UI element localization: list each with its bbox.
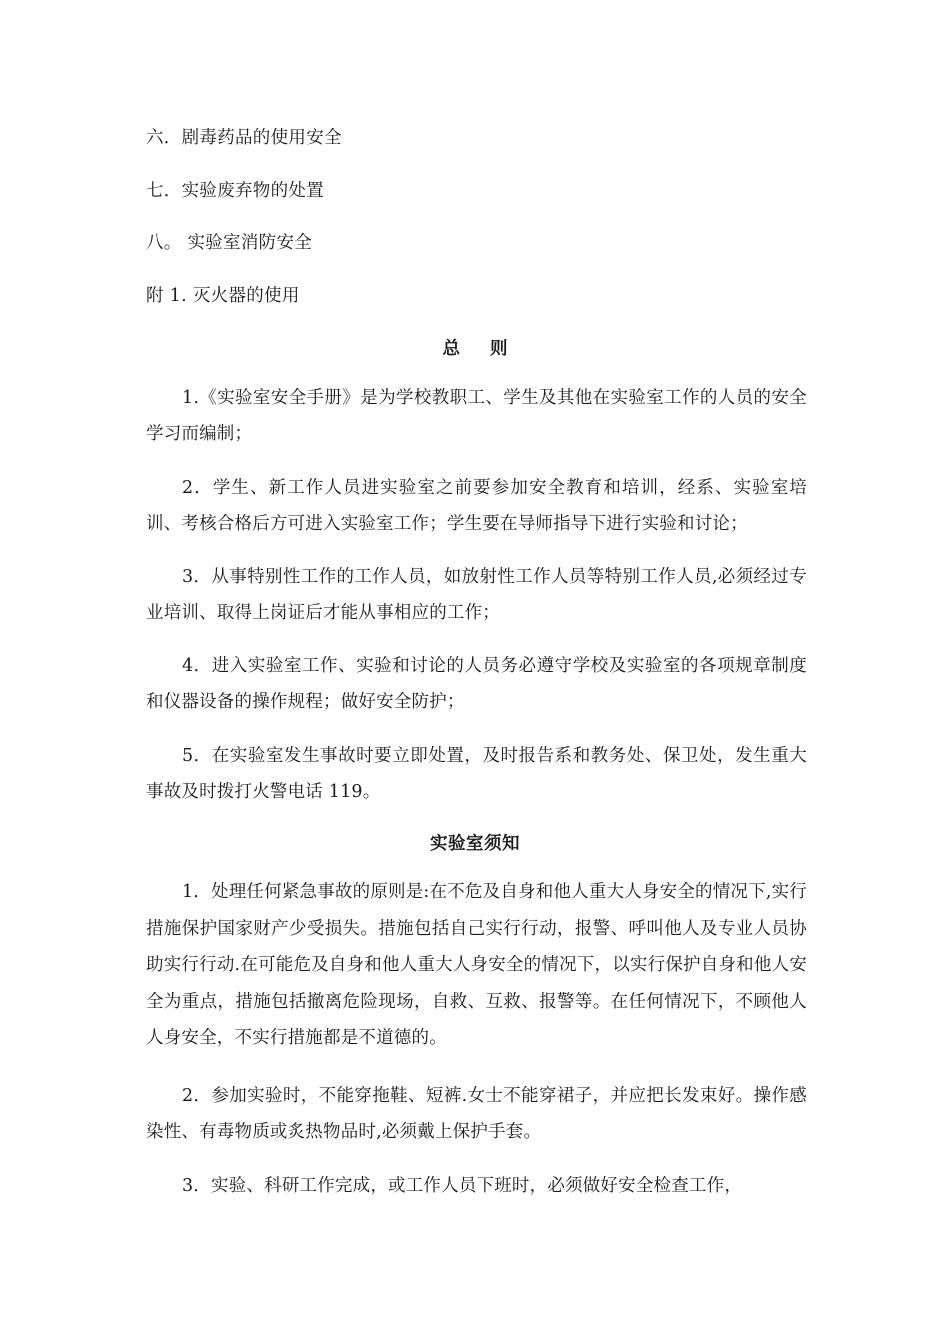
- notice-heading: 实验室须知: [430, 834, 520, 854]
- toc-item-6: 六．剧毒药品的使用安全: [146, 128, 342, 148]
- notice-item-1: 1．处理任何紧急事故的原则是:在不危及自身和他人重大人身安全的情况下,实行措施保护国家财产少受损失。措施包括自己实行行动，报警、呼叫他人及专业人员协助实行行动.在可能危及自身和他人重大人身安全的情况下，以实行保护自身和他人安全为重点，措施包括撤离危险现场，自救、互救、报警等。在任何情况下，不顾他人人身安全，不实行措施都是不道德的。: [146, 882, 807, 1048]
- toc-item-8: 八。 实验室消防安全: [146, 233, 313, 253]
- general-item-2: 2．学生、新工作人员进实验室之前要参加安全教育和培训，经系、实验室培训、考核合格后方可进入实验室工作；学生要在导师指导下进行实验和讨论；: [146, 478, 807, 534]
- general-item-4: 4．进入实验室工作、实验和讨论的人员务必遵守学校及实验室的各项规章制度和仪器设备的操作规程；做好安全防护；: [146, 656, 807, 712]
- general-item-5: 5．在实验室发生事故时要立即处置，及时报告系和教务处、保卫处，发生重大事故及时拨打火警电话 119。: [146, 746, 807, 802]
- notice-item-3: 3．实验、科研工作完成，或工作人员下班时，必须做好安全检查工作，: [182, 1176, 743, 1196]
- general-item-3: 3．从事特别性工作的工作人员，如放射性工作人员等特别工作人员,必须经过专业培训、取得上岗证后才能从事相应的工作；: [146, 567, 807, 623]
- general-heading: 总 则: [442, 339, 520, 359]
- general-item-1: 1.《实验室安全手册》是为学校教职工、学生及其他在实验室工作的人员的安全学习而编制；: [146, 388, 807, 444]
- toc-appendix-1: 附 1. 灭火器的使用: [146, 286, 300, 306]
- notice-item-2: 2．参加实验时，不能穿拖鞋、短裤.女士不能穿裙子，并应把长发束好。操作感染性、有毒物质或炙热物品时,必须戴上保护手套。: [146, 1086, 807, 1142]
- toc-item-7: 七．实验废弃物的处置: [146, 181, 324, 201]
